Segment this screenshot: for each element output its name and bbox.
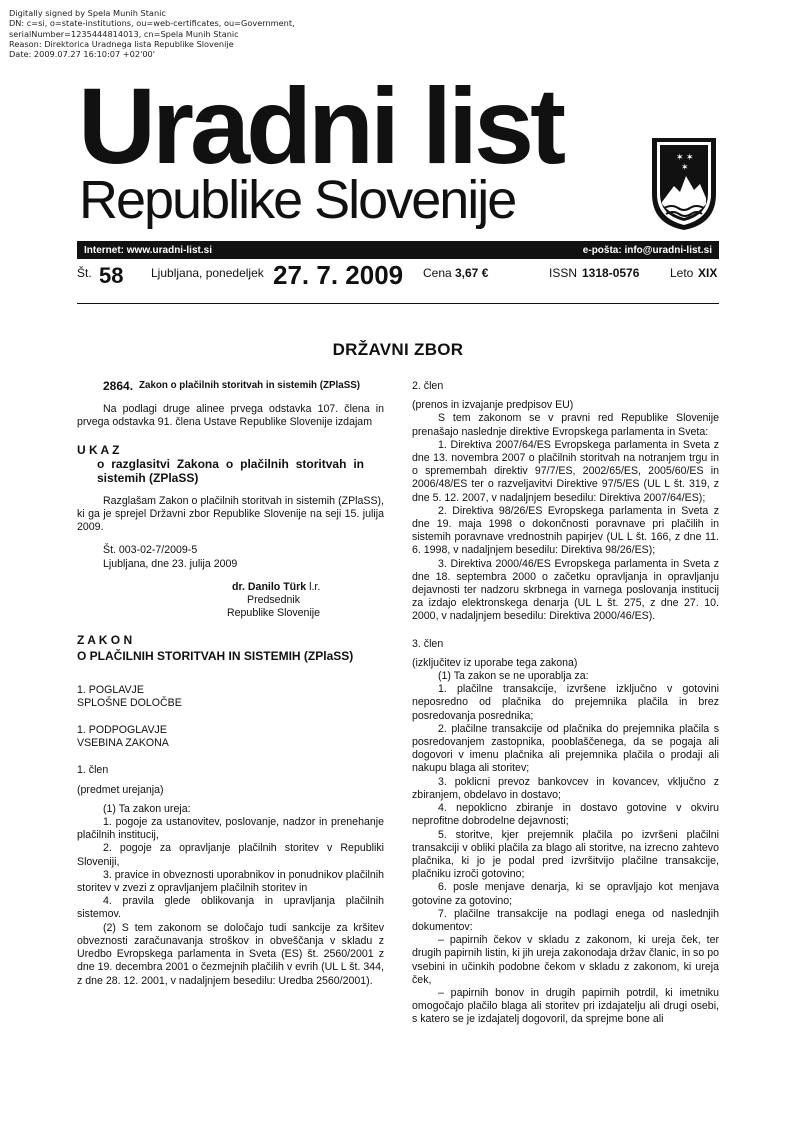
issue-info-row bbox=[77, 260, 719, 294]
header-rule bbox=[77, 303, 719, 304]
article-1-title: (predmet urejanja) bbox=[77, 783, 164, 796]
reference-date: Ljubljana, dne 23. julija 2009 bbox=[103, 557, 238, 570]
internet-link[interactable]: Internet: www.uradni-list.si bbox=[84, 244, 212, 256]
article-1-item: 4. pravila glede oblikovanja in upravljanja plačilnih sistemov. bbox=[77, 895, 384, 921]
article-3-dash-item: – papirnih bonov in drugih papirnih potrdil, ki imetniku omogočajo plačilo blaga ali storitev pri izdajatelju ali drugi osebi, s katero se je izdajatelj dogovoril, da sprejme bone ali bbox=[412, 986, 719, 1026]
article-2-number: 2. člen bbox=[412, 380, 444, 392]
svg-text:✶: ✶ bbox=[686, 153, 694, 163]
signer-org: Republike Slovenije bbox=[227, 607, 321, 620]
chapter-name: SPLOŠNE DOLOČBE bbox=[77, 696, 182, 709]
issue-st-label: Št. bbox=[77, 266, 92, 280]
issue-number: 58 bbox=[99, 263, 124, 288]
leto-label: Leto bbox=[670, 266, 694, 280]
article-2-title: (prenos in izvajanje predpisov EU) bbox=[412, 399, 574, 412]
razglasam-paragraph: Razglašam Zakon o plačilnih storitvah in sistemih (ZPlaSS), ki ga je sprejel Državni zbor Republike Slovenije na seji 15. julija 2009. bbox=[77, 494, 384, 534]
left-column bbox=[77, 380, 384, 988]
email-link[interactable]: e-pošta: info@uradni-list.si bbox=[582, 244, 712, 256]
act-title: Zakon o plačilnih storitvah in sistemih (ZPlaSS) bbox=[139, 380, 361, 391]
article-3-item: 5. storitve, kjer prejemnik plačila po izvršeni plačilni transakciji v obliki plačila za blago ali storitve, na izrecno zahtevo plačnika, ki jo je podal pred izvršitvijo plačilne transakcije, plačniku izroči gotovino; bbox=[412, 828, 719, 881]
price-label: Cena bbox=[423, 266, 452, 280]
article-3-item: 1. plačilne transakcije, izvršene izključno v gotovini neposredno od plačnika do prejemnika plačila in brez posredovanja posrednika; bbox=[412, 683, 719, 722]
article-3-item: 6. posle menjave denarja, ki se opravljajo kot menjava gotovine za gotovino; bbox=[412, 881, 719, 907]
article-3-item: 3. poklicni prevoz bankovcev in kovancev, vključno z zbiranjem, obdelavo in dostavo; bbox=[412, 775, 719, 801]
issn-label: ISSN bbox=[549, 266, 578, 280]
article-2-intro: S tem zakonom se v pravni red Republike Slovenije prenašajo naslednje direktive Evropskega parlamenta in Sveta: bbox=[412, 412, 719, 438]
ukaz-subtitle: o razglasitvi Zakona o plačilnih storitvah in sistemih (ZPlaSS) bbox=[97, 456, 364, 485]
signature-line: Date: 2009.07.27 16:10:07 +02'00' bbox=[9, 49, 155, 60]
masthead-title: Uradni list bbox=[78, 65, 563, 186]
svg-text:✶: ✶ bbox=[681, 163, 689, 173]
signature-line: Reason: Direktorica Uradnega lista Republike Slovenije bbox=[9, 38, 234, 49]
article-3-intro: (1) Ta zakon se ne uporablja za: bbox=[438, 670, 589, 683]
zakon-subtitle: O PLAČILNIH STORITVAH IN SISTEMIH (ZPlaSS) bbox=[77, 648, 354, 663]
article-3-number: 3. člen bbox=[412, 637, 444, 650]
article-3-item: 2. plačilne transakcije od plačnika do prejemnika plačila s posredovanjem zastopnika, pooblaščenega, da se pogaja ali dogovori v imenu plačnika ali prejemnika plačila o prodaji ali nakupu blaga ali storitev; bbox=[412, 722, 719, 775]
zakon-heading: Z A K O N bbox=[77, 633, 133, 648]
subchapter-name: VSEBINA ZAKONA bbox=[77, 737, 169, 750]
svg-text:✶: ✶ bbox=[676, 153, 684, 163]
coat-of-arms-icon bbox=[648, 132, 720, 232]
article-1-paragraph-1: (1) Ta zakon ureja: bbox=[103, 802, 191, 815]
subchapter-number: 1. PODPOGLAVJE bbox=[77, 724, 167, 737]
reference-number: Št. 003-02-7/2009-5 bbox=[103, 544, 198, 557]
act-number: 2864. bbox=[103, 379, 134, 393]
article-2-item: 3. Direktiva 2000/46/ES Evropskega parlamenta in Sveta z dne 18. septembra 2000 o začetku opravljanja in opravljanju dejavnosti ter nadzoru skrbnega in varnega poslovanja institucij za izdajo elektronskega denarja (UL L št. 275, z dne 27. 10. 2000, v nadaljnjem besedilu: Direktiva 2000/46/ES). bbox=[412, 557, 719, 623]
article-1-item: 2. pogoje za opravljanje plačilnih storitev v Republiki Sloveniji, bbox=[77, 842, 384, 868]
article-1-item: 1. pogoje za ustanovitev, poslovanje, nadzor in prenehanje plačilnih institucij, bbox=[77, 816, 384, 842]
chapter-number: 1. POGLAVJE bbox=[77, 683, 144, 696]
leto-value: XIX bbox=[698, 266, 718, 280]
issn-value: 1318-0576 bbox=[582, 266, 640, 280]
article-3-dash-item: – papirnih čekov v skladu z zakonom, ki ureja ček, ter drugih papirnih listin, ki jih ureja zakonodaja držav članic, in so po vsebini in učinkih podobne čekom v skladu z zakonom, ki ureja ček, bbox=[412, 934, 719, 986]
article-3-item: 7. plačilne transakcije na podlagi enega od naslednjih dokumentov: bbox=[412, 907, 719, 933]
digital-signature-block bbox=[9, 8, 299, 59]
section-title: DRŽAVNI ZBOR bbox=[332, 340, 464, 359]
right-column bbox=[412, 380, 719, 1027]
signer-role: Predsednik bbox=[247, 594, 300, 607]
issue-date: 27. 7. 2009 bbox=[273, 260, 404, 290]
article-2-item: 1. Direktiva 2007/64/ES Evropskega parlamenta in Sveta z dne 13. novembra 2007 o plačilnih storitvah na notranjem trgu in o spremembah direktiv 97/7/ES, 2002/65/ES, 2005/60/ES in 2006/48/ES ter o razveljavitvi Direktive 97/5/ES (UL L št. 319, z dne 5. 12. 2007, v nadaljnjem besedilu: Direktiva 2007/64/ES); bbox=[412, 438, 719, 504]
signature-line: Digitally signed by Spela Munih Stanic bbox=[9, 8, 166, 18]
signer-line bbox=[77, 581, 384, 594]
act-header bbox=[103, 380, 384, 393]
article-3-title: (izključitev iz uporabe tega zakona) bbox=[412, 656, 578, 669]
ukaz-heading: U K A Z bbox=[77, 442, 120, 457]
article-1-item: 3. pravice in obveznosti uporabnikov in ponudnikov plačilnih storitev v zvezi z opravljanjem plačilnih storitev in bbox=[77, 868, 384, 895]
signature-line: serialNumber=1235444814013, cn=Spela Munih Stanic bbox=[9, 28, 239, 39]
article-2-item: 2. Direktiva 98/26/ES Evropskega parlamenta in Sveta z dne 19. maja 1998 o dokončnosti poravnave pri plačilih in sistemih poravnave vrednostnih papirjev (UL L št. 166, z dne 11. 6. 1998, v nadaljnjem besedilu: Direktiva 98/26/ES); bbox=[412, 504, 719, 557]
signature-line: DN: c=si, o=state-institutions, ou=web-certificates, ou=Government, bbox=[9, 18, 295, 29]
issue-place-day: Ljubljana, ponedeljek bbox=[151, 266, 264, 280]
masthead-subtitle: Republike Slovenije bbox=[79, 170, 516, 230]
intro-paragraph: Na podlagi druge alinee prvega odstavka 107. člena in prvega odstavka 91. člena Ustave Republike Slovenije izdajam bbox=[77, 403, 384, 429]
price-value: 3,67 € bbox=[455, 266, 489, 280]
article-1-number: 1. člen bbox=[77, 764, 109, 777]
signer-suffix: l.r. bbox=[306, 580, 321, 593]
signer-name: dr. Danilo Türk bbox=[232, 580, 307, 593]
article-3-item: 4. nepoklicno zbiranje in dostavo gotovine v okviru neprofitne dobrodelne dejavnosti; bbox=[412, 802, 719, 828]
masthead-contact-bar bbox=[77, 241, 719, 259]
article-1-paragraph-2: (2) S tem zakonom se določajo tudi sankcije za kršitev obveznosti zaračunavanja stroškov in obveščanja v skladu z Uredbo Evropskega parlamenta in Sveta (ES) št. 2560/2001 z dne 19. decembra 2001 o čezmejnih plačilih v evrih (UL L št. 344, z dne 28. 12. 2001, v nadaljnjem besedilu: Uredba 2560/2001). bbox=[77, 921, 384, 987]
